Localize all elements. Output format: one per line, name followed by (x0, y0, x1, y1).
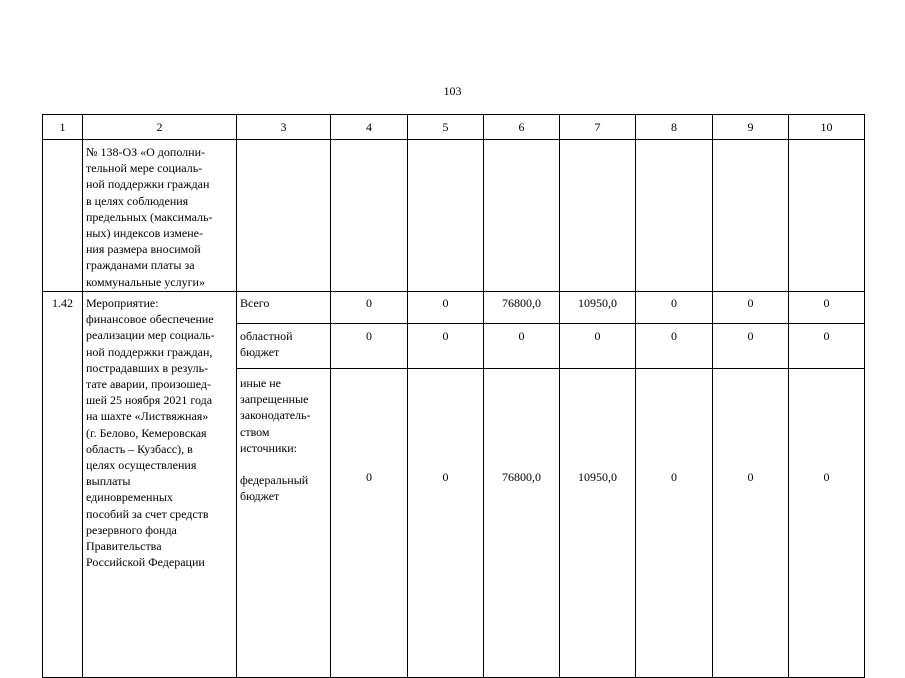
value-cell: 76800,0 (484, 292, 560, 324)
header-cell: 1 (43, 115, 83, 140)
value-cell: 0 (484, 324, 560, 369)
page-number: 103 (443, 84, 462, 98)
empty-cell (713, 140, 789, 292)
value-cell: 0 (789, 292, 865, 324)
header-cell: 2 (83, 115, 237, 140)
empty-cell (237, 140, 331, 292)
value-cell: 0 (331, 369, 408, 678)
value-cell: 0 (713, 292, 789, 324)
row-code: 1.42 (43, 292, 83, 678)
value-cell: 0 (789, 369, 865, 678)
value-cell: 0 (560, 324, 636, 369)
header-cell: 3 (237, 115, 331, 140)
header-cell: 7 (560, 115, 636, 140)
row-description: Мероприятие: финансовое обеспечение реализации мер социаль- ной поддержки граждан, пострадавших в резуль- тате аварии, произошед- шей 25 ноября 2021 года на шахте «Листвяжная» (г. Белово, Кемеровская область – Кузбасс), в целях осуществления выплаты единовременных пособий за счет средств резервного фонда Правительства Российской Федерации (83, 292, 237, 678)
value-cell: 0 (713, 324, 789, 369)
empty-cell (43, 140, 83, 292)
value-cell: 0 (408, 292, 484, 324)
empty-cell (408, 140, 484, 292)
value-cell: 10950,0 (560, 292, 636, 324)
source-label: иные не запрещенные законодатель- ством источники: (240, 376, 311, 455)
value-cell: 0 (789, 324, 865, 369)
header-cell: 9 (713, 115, 789, 140)
value-cell: 10950,0 (560, 369, 636, 678)
header-cell: 5 (408, 115, 484, 140)
value-cell: 0 (636, 292, 713, 324)
budget-table (42, 114, 865, 678)
value-cell: 0 (408, 324, 484, 369)
value-cell: 0 (636, 369, 713, 678)
source-label-group (237, 369, 331, 678)
continuation-row (43, 140, 865, 292)
value-cell: 76800,0 (484, 369, 560, 678)
value-cell: 0 (331, 324, 408, 369)
value-cell: 0 (408, 369, 484, 678)
empty-cell (636, 140, 713, 292)
empty-cell (484, 140, 560, 292)
value-cell: 0 (331, 292, 408, 324)
value-cell: 0 (636, 324, 713, 369)
empty-cell (331, 140, 408, 292)
value-cell: 0 (713, 369, 789, 678)
source-label: областной бюджет (237, 324, 331, 369)
continuation-text: № 138-ОЗ «О дополни- тельной мере социаль- ной поддержки граждан в целях соблюдения предельных (максималь- ных) индексов измене- ния размера вносимой гражданами платы за коммунальные услуги» (83, 140, 237, 292)
header-cell: 10 (789, 115, 865, 140)
header-row (43, 115, 865, 140)
empty-cell (560, 140, 636, 292)
header-cell: 4 (331, 115, 408, 140)
table-row-total (43, 292, 865, 324)
header-cell: 8 (636, 115, 713, 140)
source-label: Всего (237, 292, 331, 324)
source-label: федеральный бюджет (240, 473, 309, 504)
empty-cell (789, 140, 865, 292)
header-cell: 6 (484, 115, 560, 140)
